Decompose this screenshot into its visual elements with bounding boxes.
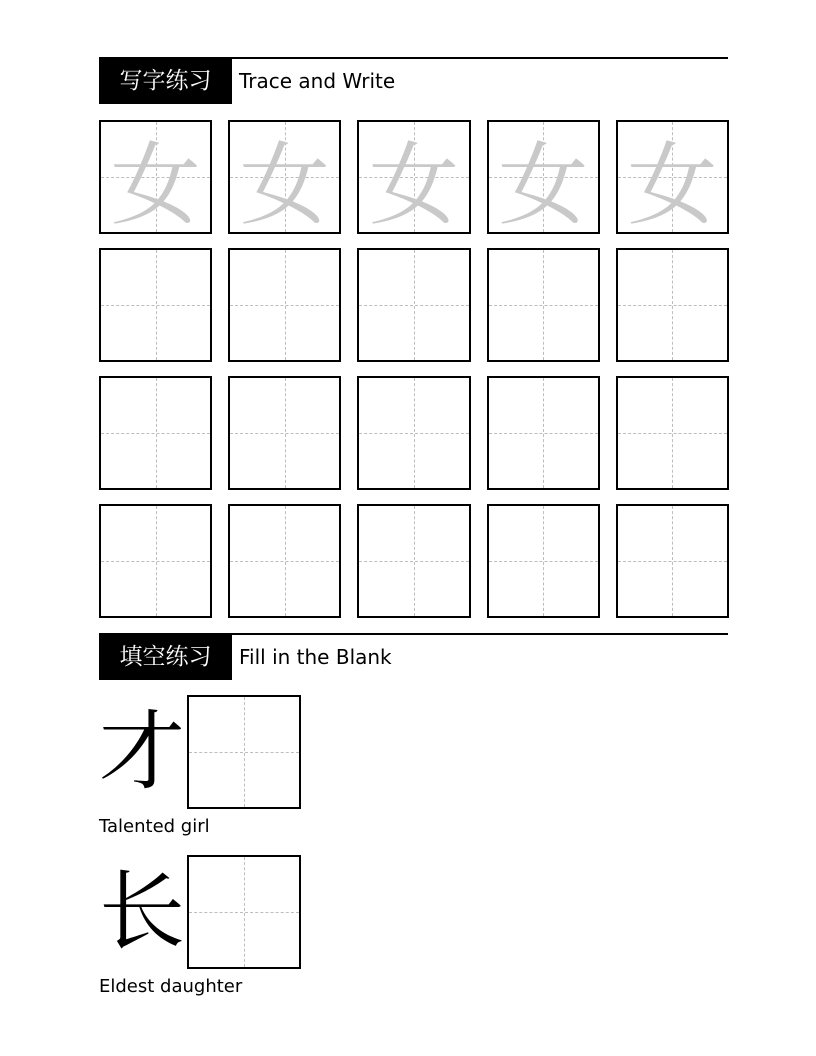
blank-section-subtitle: Fill in the Blank — [239, 645, 392, 669]
trace-section-tag: 写字练习 — [99, 59, 232, 104]
trace-cell[interactable] — [357, 120, 470, 234]
trace-character: 女 — [110, 133, 201, 234]
write-cell[interactable] — [357, 376, 470, 490]
write-cell[interactable] — [99, 376, 212, 490]
blank-given-character: 长 — [99, 862, 185, 962]
write-cell[interactable] — [487, 504, 600, 618]
blank-given-character: 才 — [99, 702, 185, 802]
write-cell[interactable] — [616, 376, 729, 490]
blank-answer-box[interactable] — [187, 855, 301, 969]
write-cell[interactable] — [616, 248, 729, 362]
trace-character: 女 — [239, 133, 330, 234]
practice-grid — [99, 120, 729, 632]
trace-cell[interactable] — [228, 120, 341, 234]
trace-cell[interactable] — [487, 120, 600, 234]
blank-item-label: Eldest daughter — [99, 976, 243, 997]
trace-section-subtitle: Trace and Write — [239, 69, 396, 93]
trace-section-header — [99, 57, 728, 104]
trace-cell[interactable] — [99, 120, 212, 234]
trace-character: 女 — [369, 133, 459, 234]
trace-character: 女 — [627, 133, 718, 234]
write-cell[interactable] — [357, 248, 470, 362]
write-cell[interactable] — [99, 504, 212, 618]
write-cell[interactable] — [357, 504, 470, 618]
trace-cell[interactable] — [616, 120, 729, 234]
trace-row — [99, 120, 729, 234]
write-cell[interactable] — [99, 248, 212, 362]
write-row — [99, 248, 729, 362]
blank-item-label: Talented girl — [99, 816, 210, 837]
blank-section-header — [99, 633, 728, 680]
trace-character: 女 — [498, 133, 589, 234]
write-cell[interactable] — [228, 504, 341, 618]
write-cell[interactable] — [228, 376, 341, 490]
blank-section-tag: 填空练习 — [99, 635, 232, 680]
write-cell[interactable] — [616, 504, 729, 618]
write-cell[interactable] — [228, 248, 341, 362]
write-row — [99, 504, 729, 618]
blank-answer-box[interactable] — [187, 695, 301, 809]
write-row — [99, 376, 729, 490]
write-cell[interactable] — [487, 376, 600, 490]
write-cell[interactable] — [487, 248, 600, 362]
